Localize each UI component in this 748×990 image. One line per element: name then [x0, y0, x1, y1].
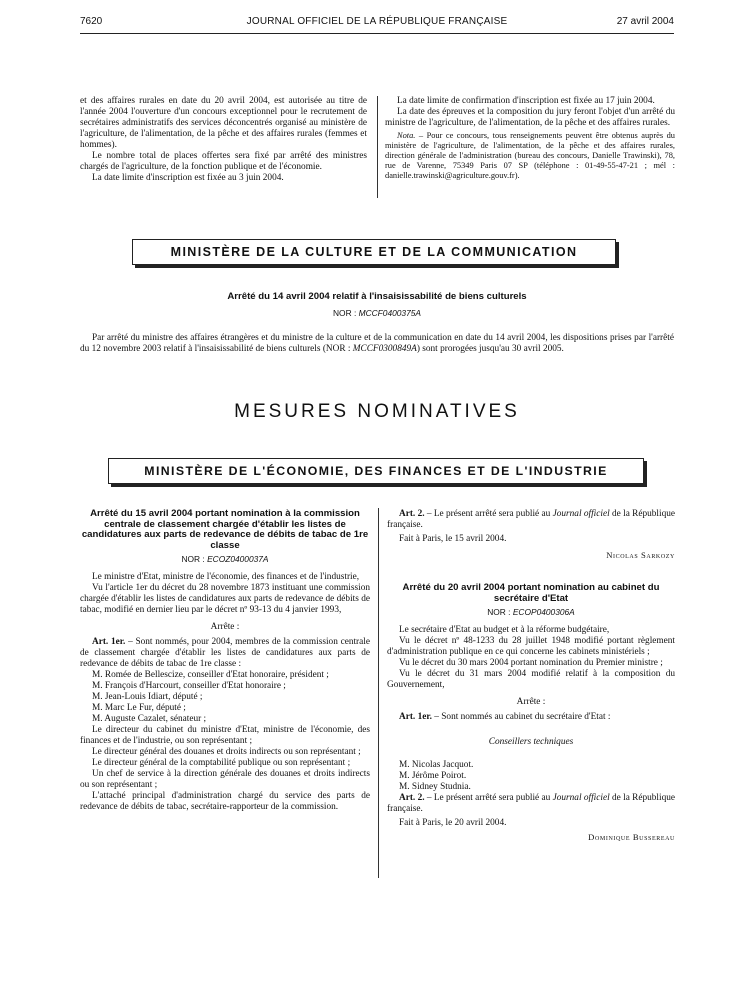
list-item: Un chef de service à la direction générale des douanes et droits indirects ou son représentant ;: [80, 769, 370, 791]
page-header: [80, 14, 674, 30]
column-divider: [377, 96, 378, 198]
paragraph: La date limite d'inscription est fixée au 3 juin 2004.: [92, 173, 284, 183]
list-item: M. Sidney Studnia.: [399, 782, 471, 793]
page-number: 7620: [80, 16, 103, 27]
article-text: – Sont nommés au cabinet du secrétaire d'Etat :: [431, 712, 611, 723]
lower-right-column: [387, 509, 675, 843]
list-item: M. Auguste Cazalet, sénateur ;: [92, 714, 207, 725]
article-text: de la République française.: [387, 793, 676, 815]
conseillers-heading: [387, 737, 675, 748]
article-1: [387, 712, 675, 723]
ministry-economie-title: MINISTÈRE DE L'ÉCONOMIE, DES FINANCES ET DE L'INDUSTRIE: [144, 464, 608, 478]
paragraph: [80, 333, 674, 355]
issue-date: 27 avril 2004: [616, 16, 674, 27]
arrete-heading: Arrête :: [210, 622, 240, 633]
nota-label: Nota.: [397, 131, 416, 140]
lower-left-column: [80, 509, 370, 813]
ministry-culture-box: [132, 239, 616, 265]
nota-text: – Pour ce concours, tous renseignements peuvent être obtenus auprès du ministère de l'agriculture, de l'alimentation, de la pêche et des affaires rurales, direction générale de l'administration (bureau des concours, Danielle Trawinski), 78, rue de Varenne, 75349 Paris 07 SP (téléphone : 01-49-55-47-21 ; mél : danielle.trawinski@agriculture.gouv.fr).: [385, 131, 675, 180]
ministry-economie-box: [108, 458, 644, 484]
header-rule: [80, 33, 674, 34]
article-label: Art. 1er.: [92, 637, 126, 648]
top-left-column: [80, 96, 367, 184]
nor-label: NOR :: [487, 607, 513, 618]
list-item: L'attaché principal d'administration chargé du service des parts de redevance de débits de tabac, secrétaire-rapporteur de la commission.: [80, 791, 370, 813]
article-text: – Le présent arrêté sera publié au: [424, 509, 553, 519]
paragraph: Le ministre d'Etat, ministre de l'économie, des finances et de l'industrie,: [92, 572, 360, 583]
paragraph: Vu le décret nº 48-1233 du 28 juillet 1948 modifié portant règlement d'administration publique en ce qui concerne les cabinets ministériels ;: [387, 636, 675, 658]
list-item: Le directeur général de la comptabilité publique ou son représentant ;: [92, 758, 351, 769]
article-2: [387, 793, 675, 815]
paragraph: Le nombre total de places offertes sera fixé par arrêté des ministres chargés de l'agriculture, de la fonction publique et de l'économie.: [80, 151, 367, 172]
nor-label: NOR :: [333, 308, 359, 318]
article-label: Art. 1er.: [399, 712, 432, 723]
ministry-culture-title: MINISTÈRE DE LA CULTURE ET DE LA COMMUNICATION: [170, 245, 578, 259]
list-item: M. Romée de Bellescize, conseiller d'Etat honoraire, président ;: [92, 670, 329, 681]
arrete-15-avril-title: Arrêté du 15 avril 2004 portant nomination à la commission centrale de classement chargée d'établir les listes de candidatures aux parts de redevance de débits de tabac de 1re classe: [81, 508, 369, 551]
list-item: M. Jean-Louis Idiart, député ;: [92, 692, 203, 703]
fait-a-paris: Fait à Paris, le 15 avril 2004.: [399, 534, 507, 544]
arrete-culture-body: [80, 333, 674, 355]
top-right-column: [385, 96, 675, 181]
nor-code: ECOP0400306A: [512, 607, 575, 618]
nor-code: ECOZ0400037A: [207, 554, 269, 565]
body-text: ) sont prorogées jusqu'au 30 avril 2005.: [416, 344, 564, 354]
arrete-15-avril-body: [80, 572, 370, 813]
paragraph: Le secrétaire d'Etat au budget et à la réforme budgétaire,: [399, 625, 610, 636]
article-2: [387, 509, 675, 531]
list-item: Le directeur du cabinet du ministre d'Etat, ministre de l'économie, des finances et de l'industrie, ou son représentant ;: [80, 725, 370, 747]
arrete-20-avril-nor: [387, 607, 675, 617]
journal-name: Journal officiel: [552, 793, 610, 804]
arrete-20-avril-body: [387, 625, 675, 843]
article-label: Art. 2.: [399, 509, 425, 519]
list-item: M. François d'Harcourt, conseiller d'Etat honoraire ;: [92, 681, 286, 692]
article-label: Art. 2.: [399, 793, 425, 804]
paragraph: La date limite de confirmation d'inscription est fixée au 17 juin 2004.: [397, 96, 655, 106]
article-text: – Le présent arrêté sera publié au: [424, 793, 553, 804]
arrete-heading: Arrête :: [516, 697, 546, 708]
list-item: M. Jérôme Poirot.: [399, 771, 467, 782]
column-divider: [378, 508, 379, 878]
list-item: Le directeur général des douanes et droits indirects ou son représentant ;: [92, 747, 361, 758]
article-1: [80, 637, 370, 670]
arrete-20-avril-title: Arrêté du 20 avril 2004 portant nomination au cabinet du secrétaire d'Etat: [402, 582, 660, 604]
paragraph: Vu l'article 1er du décret du 28 novembre 1873 instituant une commission chargée d'établir les listes de candidatures aux parts de redevance de débits de tabac, modifié en dernier lieu par le décret nº 93-13 du 4 janvier 1993,: [80, 583, 370, 616]
list-item: M. Marc Le Fur, député ;: [92, 703, 186, 714]
article-text: – Sont nommés, pour 2004, membres de la commission centrale de classement chargée d'établir les listes de candidatures aux parts de redevance de débits de tabac de 1re classe :: [80, 637, 370, 670]
paragraph: Vu le décret du 30 mars 2004 portant nomination du Premier ministre ;: [399, 658, 663, 669]
paragraph: La date des épreuves et la composition du jury feront l'objet d'un arrêté du ministre de l'agriculture, de l'alimentation, de la pêche et des affaires rurales.: [385, 107, 675, 128]
arrete-15-avril-nor: [80, 554, 370, 564]
paragraph: Vu le décret du 31 mars 2004 modifié relatif à la composition du Gouvernement,: [387, 669, 675, 691]
signature-bussereau: Dominique Bussereau: [588, 832, 675, 843]
paragraph: et des affaires rurales en date du 20 avril 2004, est autorisée au titre de l'année 2004 l'ouverture d'un concours exceptionnel pour le recrutement de secrétaires administratifs des services déconcentrés organisé au ministère de l'agriculture, de l'alimentation, de la pêche et des affaires rurales (femmes et hommes).: [80, 96, 367, 150]
nota-paragraph: [385, 131, 675, 181]
body-text: Par arrêté du ministre des affaires étrangères et du ministre de la culture et de la communication en date du 14 avril 2004, les dispositions prises par l'arrêté du 12 novembre 2003 relatif à l'insaisissabilité de biens culturels (NOR :: [80, 333, 674, 354]
list-item: M. Nicolas Jacquot.: [399, 760, 474, 771]
journal-name: Journal officiel: [552, 509, 610, 519]
arrete-culture-title: Arrêté du 14 avril 2004 relatif à l'insaisissabilité de biens culturels: [227, 291, 527, 302]
arrete-15-avril-end: [387, 509, 675, 561]
heading-text: Conseillers techniques: [488, 737, 574, 748]
nor-label: NOR :: [181, 554, 208, 565]
arrete-culture-nor: [80, 308, 674, 318]
nor-code: MCCF0400375A: [358, 308, 421, 318]
nor-reference: MCCF0300849A: [352, 344, 417, 354]
section-mesures-nominatives: MESURES NOMINATIVES: [234, 401, 520, 422]
journal-title: JOURNAL OFFICIEL DE LA RÉPUBLIQUE FRANÇAISE: [246, 16, 508, 27]
signature-sarkozy: Nicolas Sarkozy: [606, 550, 675, 560]
fait-a-paris: Fait à Paris, le 20 avril 2004.: [399, 818, 507, 829]
article-text: de la République française.: [387, 509, 676, 530]
